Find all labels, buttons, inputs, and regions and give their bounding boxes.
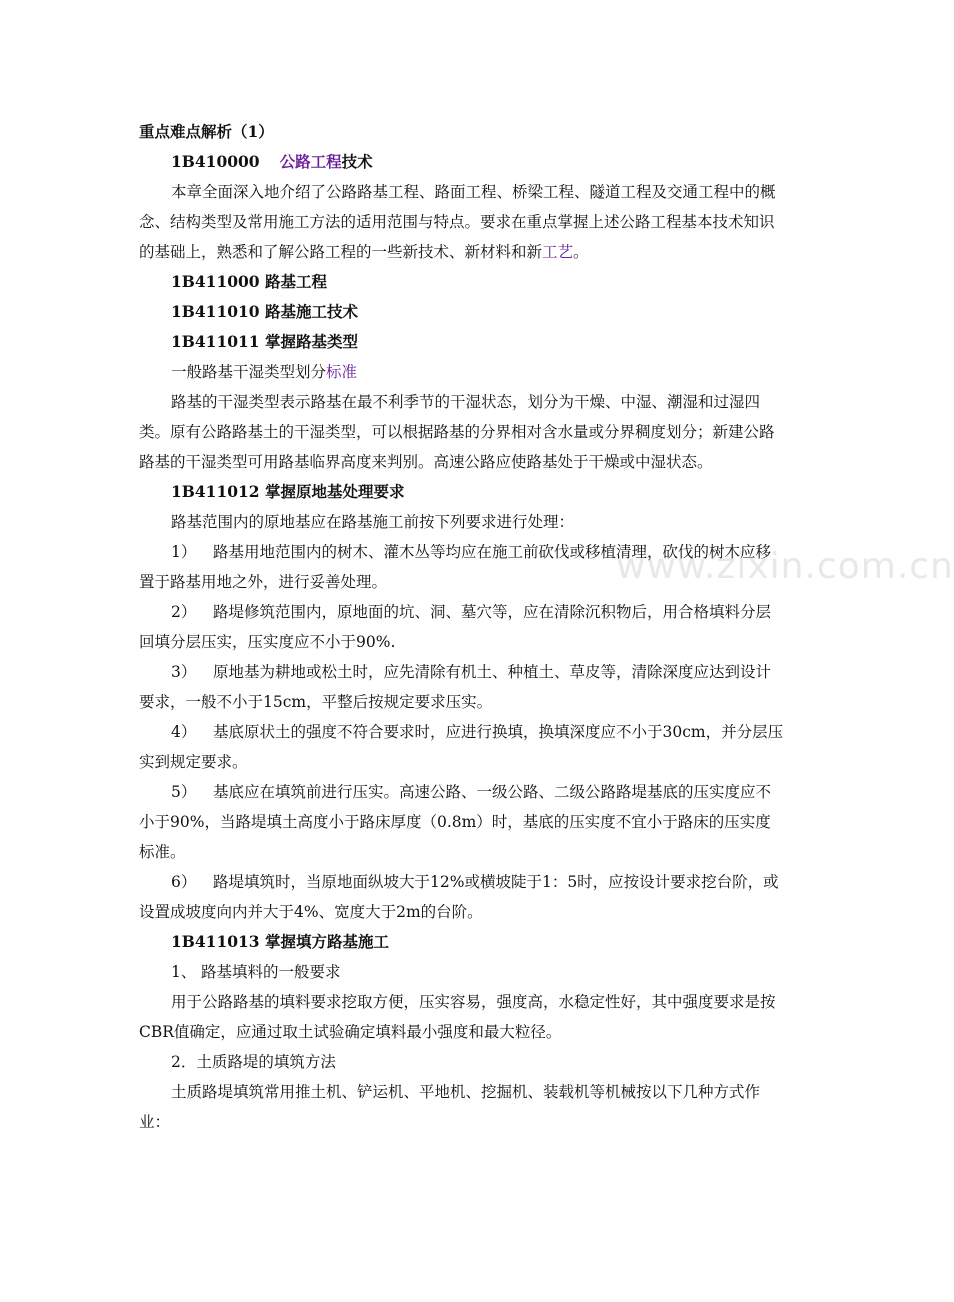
standard-link[interactable]: 标准 xyxy=(326,363,358,381)
fill-subheading-1 xyxy=(139,957,785,987)
item-text: 路基用地范围内的树木、灌木丛等均应在施工前砍伐或移植清理，砍伐的树木应移置于路基用地之外，进行妥善处理。 xyxy=(139,543,772,591)
subheading-number: 1、 xyxy=(171,963,197,981)
chapter-code: 1B410000 xyxy=(171,152,260,171)
foundation-item-5 xyxy=(139,777,785,867)
section-heading-fill-roadbed: 1B411013 掌握填方路基施工 xyxy=(171,932,389,951)
section-heading-roadbed-engineering: 1B411000 路基工程 xyxy=(171,272,327,291)
watermark: www.zixin.com.cn xyxy=(616,546,954,587)
chapter-title-rest: 技术 xyxy=(341,152,373,171)
chapter-intro-text: 本章全面深入地介绍了公路路基工程、路面工程、桥梁工程、隧道工程及交通工程中的概念、结构类型及常用施工方法的适用范围与特点。要求在重点掌握上述公路工程基本技术知识的基础上，熟悉和了解公路工程的一些新技术、新材料和新 xyxy=(139,183,776,261)
item-text: 基底原状土的强度不符合要求时，应进行换填，换填深度应不小于30cm，并分层压实到规定要求。 xyxy=(139,723,784,771)
dry-wet-paragraph: 路基的干湿类型表示路基在最不利季节的干湿状态，划分为干燥、中湿、潮湿和过湿四类。原有公路路基土的干湿类型，可以根据路基的分界相对含水量或分界稠度划分；新建公路路基的干湿类型可用路基临界高度来判别。高速公路应使路基处于干燥或中湿状态。 xyxy=(139,393,775,471)
document-body xyxy=(139,117,785,1137)
item-number: 5） xyxy=(171,783,197,801)
fill-subheading-2: 2．土质路堤的填筑方法 xyxy=(171,1053,336,1071)
item-number: 6） xyxy=(171,873,197,891)
chapter-intro xyxy=(139,177,785,267)
page-title: 重点难点解析（1） xyxy=(139,122,274,141)
subheading-title: 路基填料的一般要求 xyxy=(201,963,341,981)
item-text: 路堤填筑时，当原地面纵坡大于12%或横坡陡于1：5时，应按设计要求挖台阶，或设置成坡度向内并大于4%、宽度大于2m的台阶。 xyxy=(139,873,779,921)
fill-method-paragraph: 土质路堤填筑常用推土机、铲运机、平地机、挖掘机、装载机等机械按以下几种方式作业： xyxy=(139,1083,761,1131)
foundation-item-1 xyxy=(139,537,785,597)
foundation-intro: 路基范围内的原地基应在路基施工前按下列要求进行处理： xyxy=(171,513,575,531)
item-number: 2） xyxy=(171,603,197,621)
dry-wet-lead xyxy=(139,357,785,387)
foundation-item-3 xyxy=(139,657,785,717)
dry-wet-lead-text: 一般路基干湿类型划分 xyxy=(171,363,327,381)
item-number: 3） xyxy=(171,663,197,681)
highway-engineering-link[interactable]: 公路工程 xyxy=(279,152,342,171)
foundation-item-2 xyxy=(139,597,785,657)
item-number: 1） xyxy=(171,543,197,561)
section-heading-roadbed-technology: 1B411010 路基施工技术 xyxy=(171,302,358,321)
item-text: 路堤修筑范围内，原地面的坑、洞、墓穴等，应在清除沉积物后，用合格填料分层回填分层压实，压实度应不小于90%. xyxy=(139,603,772,651)
fill-material-paragraph: 用于公路路基的填料要求挖取方便，压实容易，强度高，水稳定性好，其中强度要求是按CBR值确定，应通过取土试验确定填料最小强度和最大粒径。 xyxy=(139,993,776,1041)
section-heading-foundation: 1B411012 掌握原地基处理要求 xyxy=(171,482,405,501)
chapter-heading xyxy=(139,147,785,177)
item-text: 基底应在填筑前进行压实。高速公路、一级公路、二级公路路堤基底的压实度应不小于90%，当路堤填土高度小于路床厚度（0.8m）时，基底的压实度不宜小于路床的压实度标准。 xyxy=(139,783,772,861)
chapter-intro-end: 。 xyxy=(573,243,589,261)
section-heading-roadbed-types: 1B411011 掌握路基类型 xyxy=(171,332,358,351)
item-text: 原地基为耕地或松土时，应先清除有机土、种植土、草皮等，清除深度应达到设计要求，一般不小于15cm，平整后按规定要求压实。 xyxy=(139,663,772,711)
item-number: 4） xyxy=(171,723,197,741)
foundation-item-4 xyxy=(139,717,785,777)
foundation-item-6 xyxy=(139,867,785,927)
craft-link[interactable]: 工艺 xyxy=(542,243,574,261)
